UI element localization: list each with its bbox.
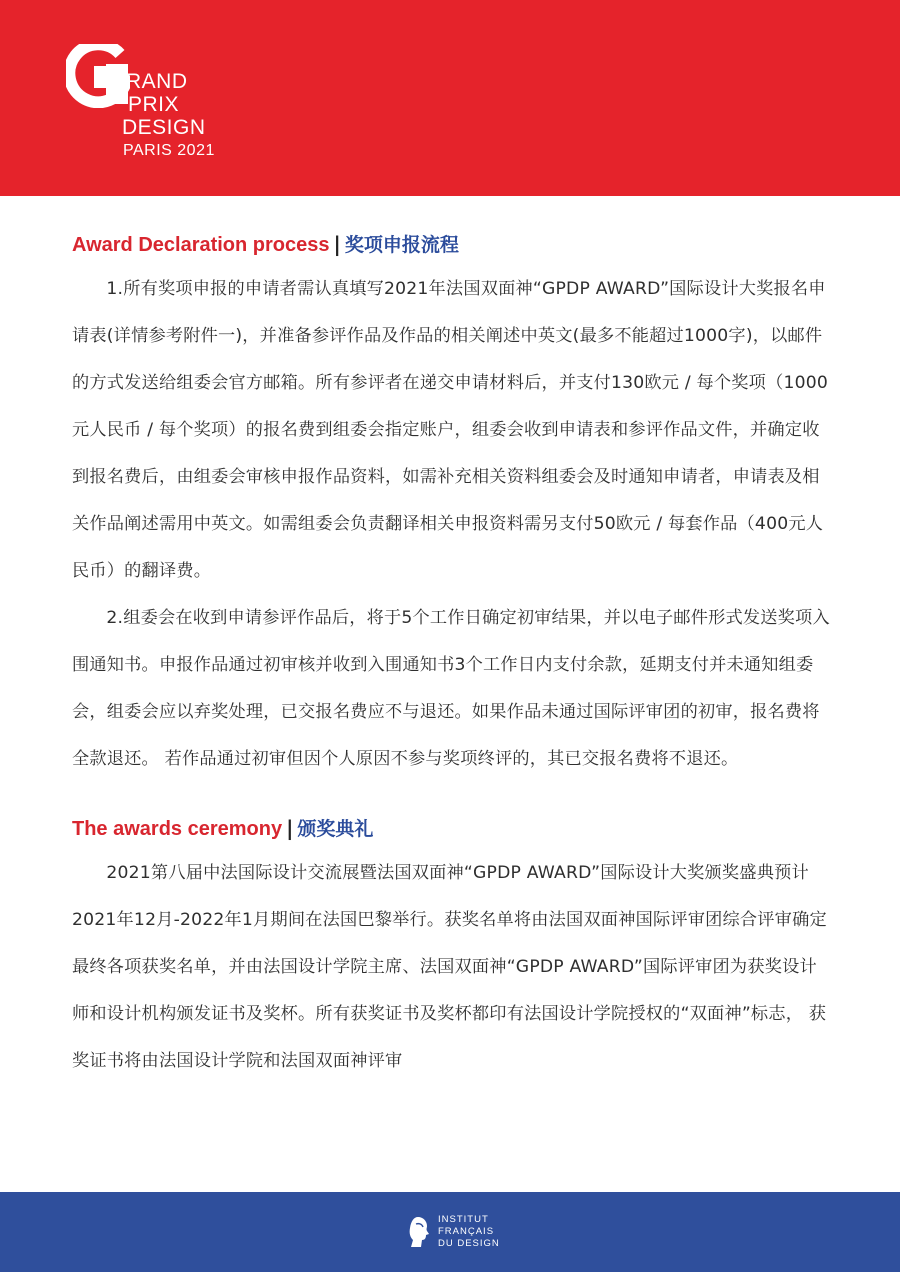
footer-banner: [0, 1192, 900, 1272]
logo-line-3: DESIGN: [122, 116, 206, 139]
paragraph-2: 2.组委会在收到申请参评作品后，将于5个工作日确定初审结果，并以电子邮件形式发送奖项入围通知书。申报作品通过初审核并收到入围通知书3个工作日内支付余款，延期支付并未通知组委会，组委会应以弃奖处理，已交报名费应不与退还。如果作品未通过国际评审团的初审，报名费将全款退还。 若作品通过初审但因个人原因不参与奖项终评的，其已交报名费将不退还。: [72, 608, 830, 769]
ifd-line-1: INSTITUT: [438, 1214, 489, 1225]
document-body: [72, 226, 832, 1085]
section-title: [72, 226, 832, 262]
section-title-en: Award Declaration process: [72, 234, 330, 256]
logo-line-4: PARIS 2021: [123, 142, 215, 159]
logo-line-2: PRIX: [128, 93, 180, 116]
ifd-line-2: FRANÇAIS: [438, 1226, 495, 1237]
paragraph-1: 1.所有奖项申报的申请者需认真填写2021年法国双面神“GPDP AWARD”国际设计大奖报名申请表(详情参考附件一)，并准备参评作品及作品的相关阐述中英文(最多不能超过1000字)，以邮件的方式发送给组委会官方邮箱。所有参评者在递交申请材料后，并支付130欧元 / 每个奖项（1000元人民币 / 每个奖项）的报名费到组委会指定账户，组委会收到申请表和参评作品文件，并确定收到报名费后，由组委会审核申报作品资料，如需补充相关资料组委会及时通知申请者，申请表及相关作品阐述需用中英文。如需组委会负责翻译相关申报资料需另支付50欧元 / 每套作品（400元人民币）的翻译费。: [72, 279, 828, 581]
ifd-line-3: DU DESIGN: [438, 1238, 500, 1249]
title-separator: |: [286, 816, 294, 840]
section-title: [72, 810, 832, 846]
logo-line-1: RAND: [126, 70, 188, 93]
section-award-declaration: [72, 226, 832, 783]
section-awards-ceremony: [72, 810, 832, 1085]
ifd-text: [438, 1214, 500, 1250]
paragraph-3: 2021第八届中法国际设计交流展暨法国双面神“GPDP AWARD”国际设计大奖颁奖盛典预计2021年12月-2022年1月期间在法国巴黎举行。获奖名单将由法国双面神国际评审团综合评审确定最终各项获奖名单，并由法国设计学院主席、法国双面神“GPDP AWARD”国际评审团为获奖设计师和设计机构颁发证书及奖杯。所有获奖证书及奖杯都印有法国设计学院授权的“双面神”标志， 获奖证书将由法国设计学院和法国双面神评审: [72, 863, 827, 1071]
section-title-zh: 奖项申报流程: [344, 234, 459, 256]
header-banner: [0, 0, 900, 196]
section-title-en: The awards ceremony: [72, 818, 283, 840]
profile-silhouette-icon: [408, 1215, 430, 1249]
grand-prix-design-logo: [66, 40, 236, 165]
section-title-zh: 颁奖典礼: [297, 818, 374, 840]
g-letter-logo-icon: [66, 44, 130, 108]
title-separator: |: [333, 232, 341, 256]
